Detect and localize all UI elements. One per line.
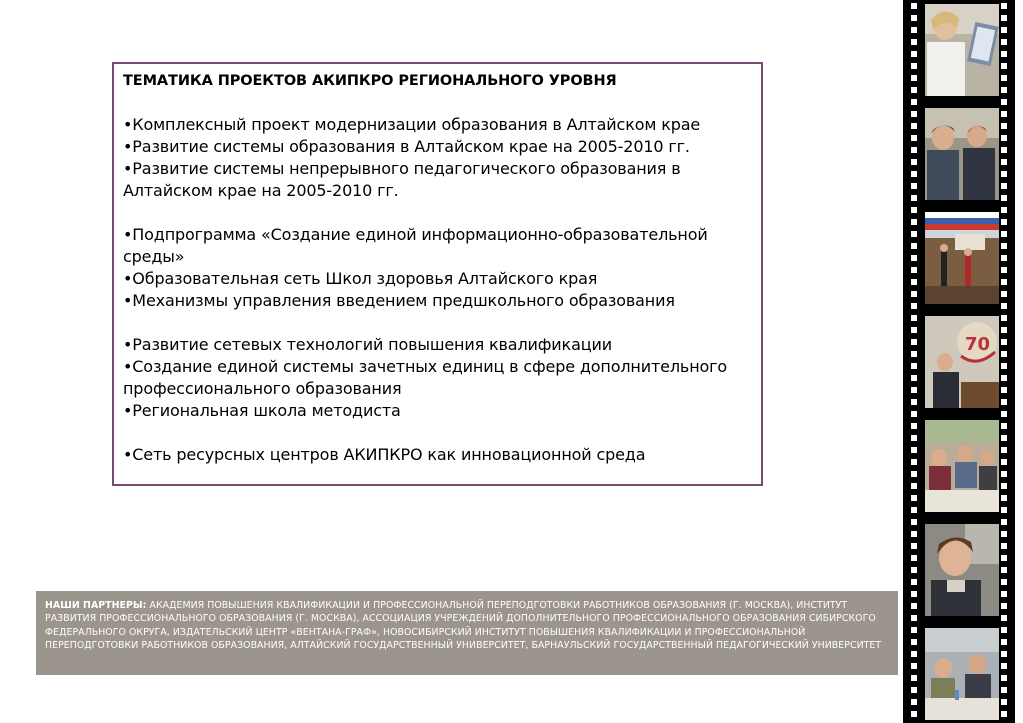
list-item: •Образовательная сеть Школ здоровья Алтайского края: [123, 269, 598, 288]
partners-label: НАШИ ПАРТНЕРЫ:: [45, 600, 147, 611]
partners-text: АКАДЕМИЯ ПОВЫШЕНИЯ КВАЛИФИКАЦИИ И ПРОФЕССИОНАЛЬНОЙ ПЕРЕПОДГОТОВКИ РАБОТНИКОВ ОБРАЗОВАНИЯ (Г. МОСКВА), ИНСТИТУТ РАЗВИТИЯ ПРОФЕССИОНАЛЬНОГО ОБРАЗОВАНИЯ (Г. МОСКВА), АССОЦИАЦИЯ УЧРЕЖДЕНИЙ ДОПОЛНИТЕЛЬНОГО ПРОФЕССИОНАЛЬНОГО ОБРАЗОВАНИЯ СИБИРСКОГО ФЕДЕРАЛЬНОГО ОКРУГА, ИЗДАТЕЛЬСКИЙ ЦЕНТР «ВЕНТАНА-ГРАФ», НОВОСИБИРСКИЙ ИНСТИТУТ ПОВЫШЕНИЯ КВАЛИФИКАЦИИ И ПРОФЕССИОНАЛЬНОЙ ПЕРЕПОДГОТОВКИ РАБОТНИКОВ ОБРАЗОВАНИЯ, АЛТАЙСКИЙ ГОСУДАРСТВЕННЫЙ УНИВЕРСИТЕТ, БАРНАУЛЬСКИЙ ГОСУДАРСТВЕННЫЙ ПЕДАГОГИЧЕСКИЙ УНИВЕРСИТЕТ: [45, 600, 882, 651]
banner-70-text: 70: [965, 334, 991, 355]
partners-banner: [36, 591, 898, 675]
photo-speaker-70-banner: [925, 316, 999, 408]
list-item: •Комплексный проект модернизации образования в Алтайском крае: [123, 115, 701, 134]
topics-group-2: [123, 224, 753, 312]
topics-group-3: [123, 334, 753, 422]
photo-audience: [925, 420, 999, 512]
topics-box: [112, 62, 763, 486]
topics-group-4: [123, 444, 753, 466]
photo-woman-with-book: [925, 4, 999, 96]
photo-filmstrip: [903, 0, 1015, 723]
list-item: •Механизмы управления введением предшкольного образования: [123, 291, 675, 310]
photo-woman-portrait: [925, 524, 999, 616]
photo-stage-flags: [925, 212, 999, 304]
topics-group-1: [123, 114, 753, 202]
film-perforation-right: [998, 0, 1010, 723]
photo-two-women: [925, 108, 999, 200]
list-item: •Развитие сетевых технологий повышения квалификации: [123, 335, 612, 354]
list-item: •Создание единой системы зачетных единиц в сфере дополнительного профессионального образования: [123, 357, 728, 398]
list-item: •Региональная школа методиста: [123, 401, 401, 420]
list-item: •Развитие системы образования в Алтайском крае на 2005-2010 гг.: [123, 137, 690, 156]
list-item: •Сеть ресурсных центров АКИПКРО как инновационной среда: [123, 445, 646, 464]
photo-conference-table: [925, 628, 999, 720]
film-perforation-left: [908, 0, 920, 723]
list-item: •Подпрограмма «Создание единой информационно-образовательной среды»: [123, 225, 708, 266]
list-item: •Развитие системы непрерывного педагогического образования в Алтайском крае на 2005-2010 гг.: [123, 159, 681, 200]
topics-title: ТЕМАТИКА ПРОЕКТОВ АКИПКРО РЕГИОНАЛЬНОГО УРОВНЯ: [123, 73, 617, 89]
